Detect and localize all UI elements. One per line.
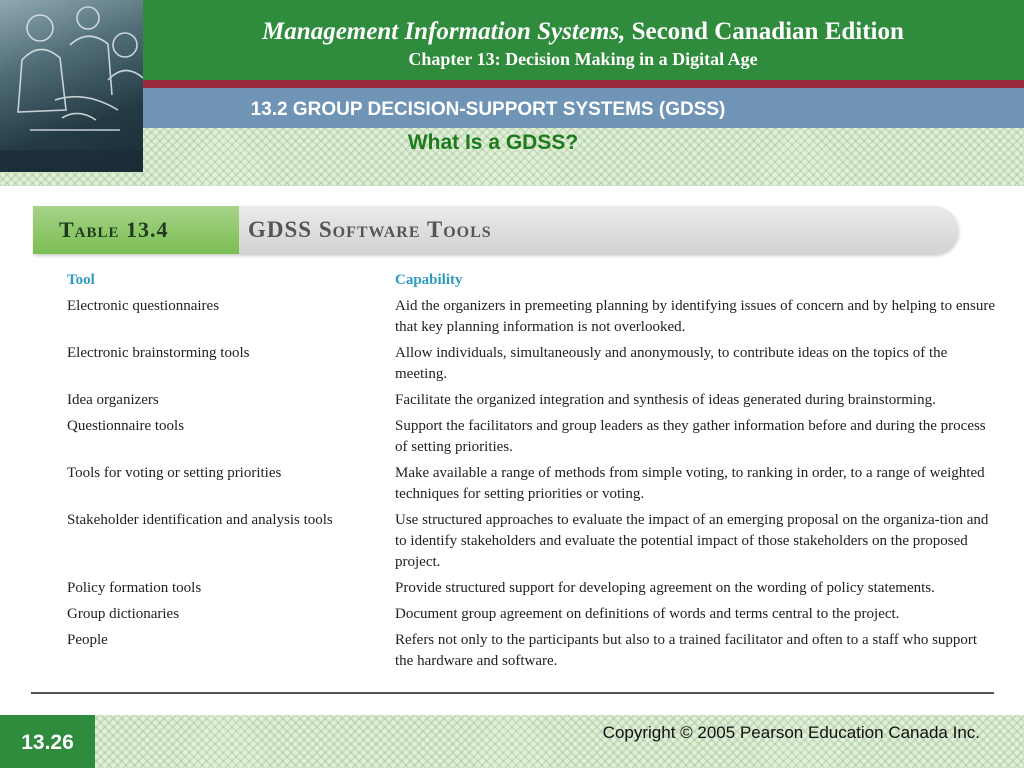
- copyright-notice: Copyright © 2005 Pearson Education Canada Inc.: [602, 723, 980, 742]
- column-header-capability: Capability: [395, 272, 463, 288]
- tool-name: Electronic brainstorming tools: [67, 345, 250, 361]
- tool-capability: Aid the organizers in premeeting planning by identifying issues of concern and by helping to ensure that key planning information is not overlooked.: [395, 298, 995, 335]
- accent-line: [0, 80, 1024, 88]
- table-header-row: [67, 272, 997, 289]
- table-bottom-rule: [31, 692, 994, 694]
- tool-name: Questionnaire tools: [67, 418, 185, 434]
- tool-capability: Document group agreement on definitions of words and terms central to the project.: [395, 606, 900, 622]
- section-title: 13.2 GROUP DECISION-SUPPORT SYSTEMS (GDSS): [250, 99, 726, 120]
- tool-capability: Facilitate the organized integration and synthesis of ideas generated during brainstorming.: [395, 392, 936, 408]
- tool-capability: Support the facilitators and group leaders as they gather information before and during the process of setting priorities.: [395, 418, 986, 455]
- table-row: [67, 604, 997, 625]
- tool-name: Idea organizers: [67, 392, 159, 408]
- tool-name: Tools for voting or setting priorities: [67, 465, 282, 481]
- table-row: [67, 416, 997, 458]
- table-row: [67, 630, 997, 672]
- slide-heading: What Is a GDSS?: [407, 131, 579, 154]
- table-row: [67, 390, 997, 411]
- tool-capability: Make available a range of methods from simple voting, to ranking in order, to a range of weighted techniques for setting priorities or voting.: [395, 465, 985, 502]
- tool-name: Group dictionaries: [67, 606, 180, 622]
- table-row: [67, 578, 997, 599]
- table-number: Table 13.4: [33, 206, 239, 254]
- tools-table: [67, 272, 997, 677]
- tool-name: Electronic questionnaires: [67, 298, 220, 314]
- table-row: [67, 463, 997, 505]
- table-row: [67, 343, 997, 385]
- tool-capability: Allow individuals, simultaneously and anonymously, to contribute ideas on the topics of the meeting.: [395, 345, 948, 382]
- chapter-title: Chapter 13: Decision Making in a Digital Age: [408, 49, 758, 69]
- tool-name: Policy formation tools: [67, 580, 202, 596]
- column-header-tool: Tool: [67, 272, 95, 288]
- tool-capability: Use structured approaches to evaluate the impact of an emerging proposal on the organiza-tion and to identify stakeholders and evaluate the potential impact of those stakeholders on the proposed project.: [395, 512, 989, 570]
- tool-capability: Refers not only to the participants but also to a trained facilitator and often to a staff who support the hardware and software.: [395, 632, 978, 669]
- tool-name: Stakeholder identification and analysis tools: [67, 512, 333, 528]
- tool-capability: Provide structured support for developing agreement on the wording of policy statements.: [395, 580, 935, 596]
- table-row: [67, 510, 997, 573]
- table-title: GDSS Software Tools: [248, 217, 492, 242]
- table-banner: [33, 206, 958, 254]
- book-title: Management Information Systems, Second Canadian Edition: [262, 18, 904, 45]
- header-photo: [0, 0, 143, 172]
- slide-number: 13.26: [21, 731, 74, 754]
- tool-name: People: [67, 632, 108, 648]
- table-row: [67, 296, 997, 338]
